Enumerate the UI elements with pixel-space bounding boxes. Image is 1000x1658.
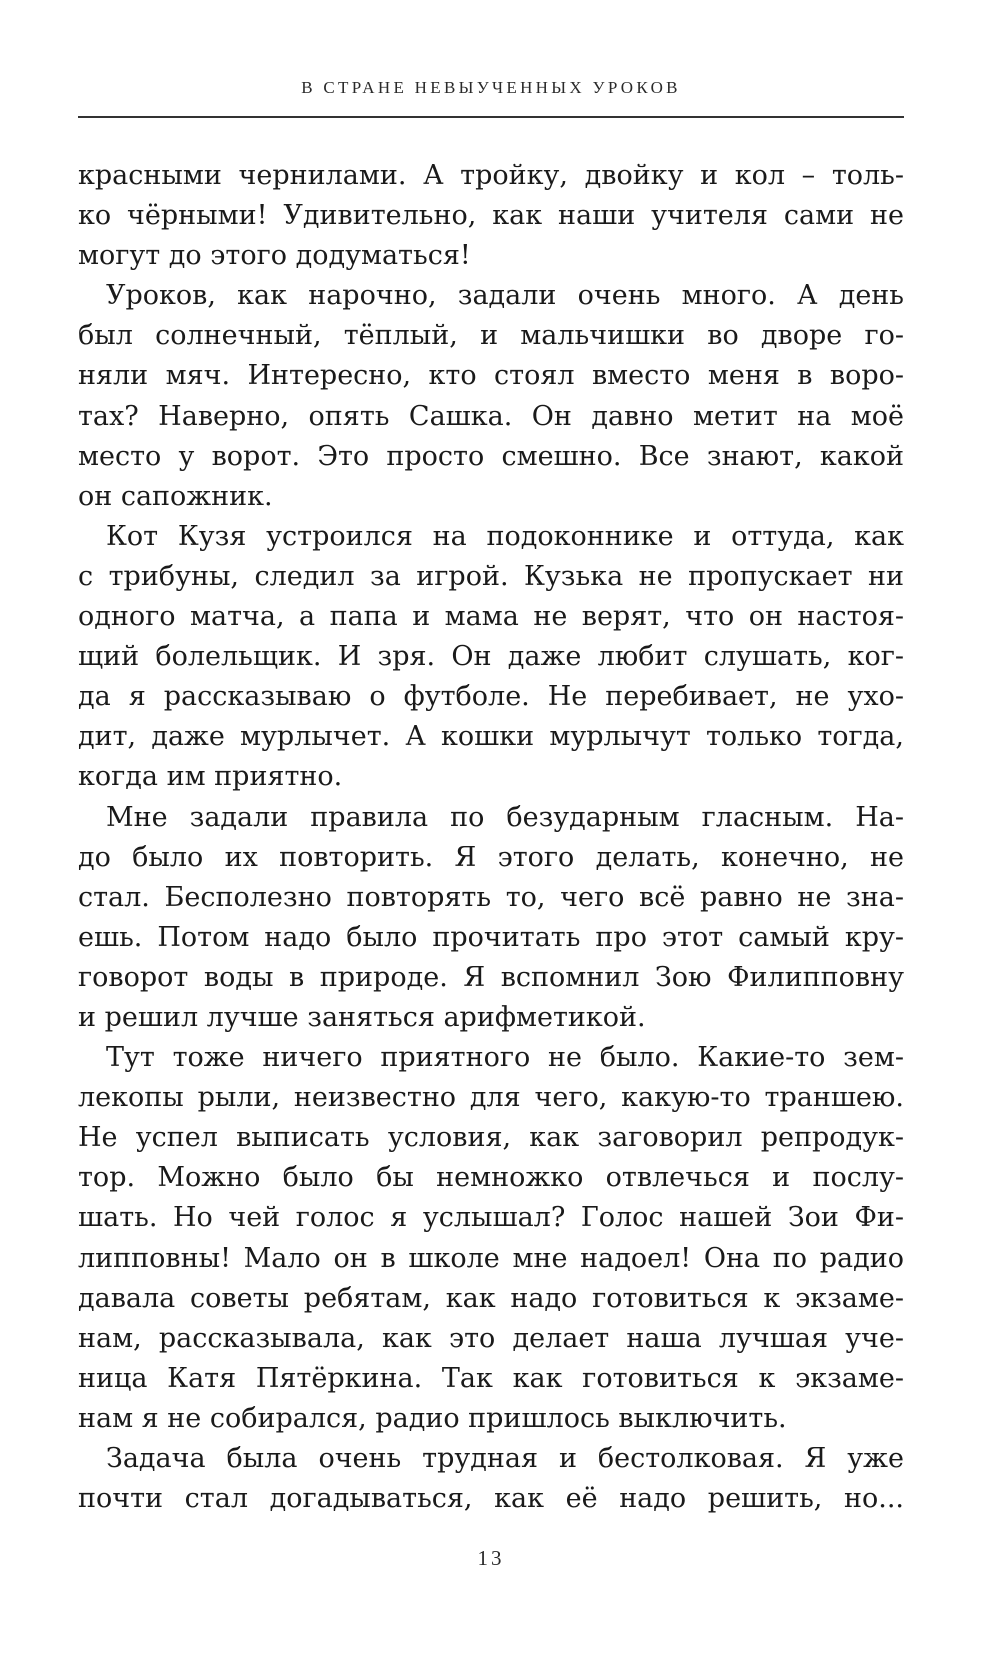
text-line: щий болельщик. И зря. Он даже любит слушать, ког- — [78, 641, 904, 673]
text-line: и решил лучше заняться арифметикой. — [78, 1001, 646, 1033]
text-line: липповны! Мало он в школе мне надоел! Она по радио — [78, 1242, 904, 1274]
text-line: почти стал догадываться, как её надо решить, но... — [78, 1483, 904, 1515]
text-line: ница Катя Пятёркина. Так как готовиться к экзаме- — [78, 1362, 904, 1394]
text-line: он сапожник. — [78, 480, 273, 512]
text-line: место у ворот. Это просто смешно. Все знают, какой — [78, 440, 904, 472]
text-line: Уроков, как нарочно, задали очень много. А день — [106, 280, 904, 312]
text-line: нам, рассказывала, как это делает наша лучшая уче- — [78, 1322, 904, 1354]
text-line: Кот Кузя устроился на подоконнике и оттуда, как — [106, 520, 904, 552]
text-line: дит, даже мурлычет. А кошки мурлычут только тогда, — [78, 721, 904, 753]
text-line: тах? Наверно, опять Сашка. Он давно метит на моё — [78, 400, 904, 432]
text-line: Тут тоже ничего приятного не было. Какие-то зем- — [106, 1042, 904, 1074]
text-line: говорот воды в природе. Я вспомнил Зою Филипповну — [78, 961, 904, 993]
text-line: могут до этого додуматься! — [78, 240, 471, 272]
text-line: давала советы ребятам, как надо готовиться к экзаме- — [78, 1282, 904, 1314]
body-text — [78, 156, 904, 1519]
page-number: 13 — [477, 1546, 505, 1570]
text-line: няли мяч. Интересно, кто стоял вместо меня в воро- — [78, 360, 904, 392]
text-line: нам я не собирался, радио пришлось выключить. — [78, 1402, 787, 1434]
text-line: Задача была очень трудная и бестолковая. Я уже — [106, 1443, 904, 1474]
text-line: с трибуны, следил за игрой. Кузька не пропускает ни — [78, 560, 904, 592]
text-line: лекопы рыли, неизвестно для чего, какую-то траншею. — [78, 1082, 904, 1114]
text-line: ко чёрными! Удивительно, как наши учителя сами не — [78, 200, 904, 232]
text-line: одного матча, а папа и мама не верят, что он настоя- — [78, 601, 904, 633]
text-line: был солнечный, тёплый, и мальчишки во дворе го- — [78, 320, 904, 352]
text-line: Мне задали правила по безударным гласным. На- — [106, 801, 904, 833]
text-line: до было их повторить. Я этого делать, конечно, не — [78, 841, 904, 873]
text-line: красными чернилами. А тройку, двойку и кол – толь- — [78, 160, 904, 191]
text-line: когда им приятно. — [78, 761, 343, 793]
running-head: В СТРАНЕ НЕВЫУЧЕННЫХ УРОКОВ — [301, 78, 681, 97]
text-line: да я рассказываю о футболе. Не перебивает, не ухо- — [78, 681, 904, 713]
header-rule — [78, 116, 904, 118]
text-line: ешь. Потом надо было прочитать про этот самый кру- — [78, 921, 904, 953]
text-line: стал. Бесполезно повторять то, чего всё равно не зна- — [78, 881, 904, 913]
text-line: шать. Но чей голос я услышал? Голос нашей Зои Фи- — [78, 1202, 904, 1234]
text-line: тор. Можно было бы немножко отвлечься и послу- — [78, 1162, 904, 1194]
text-line: Не успел выписать условия, как заговорил репродук- — [78, 1122, 904, 1154]
